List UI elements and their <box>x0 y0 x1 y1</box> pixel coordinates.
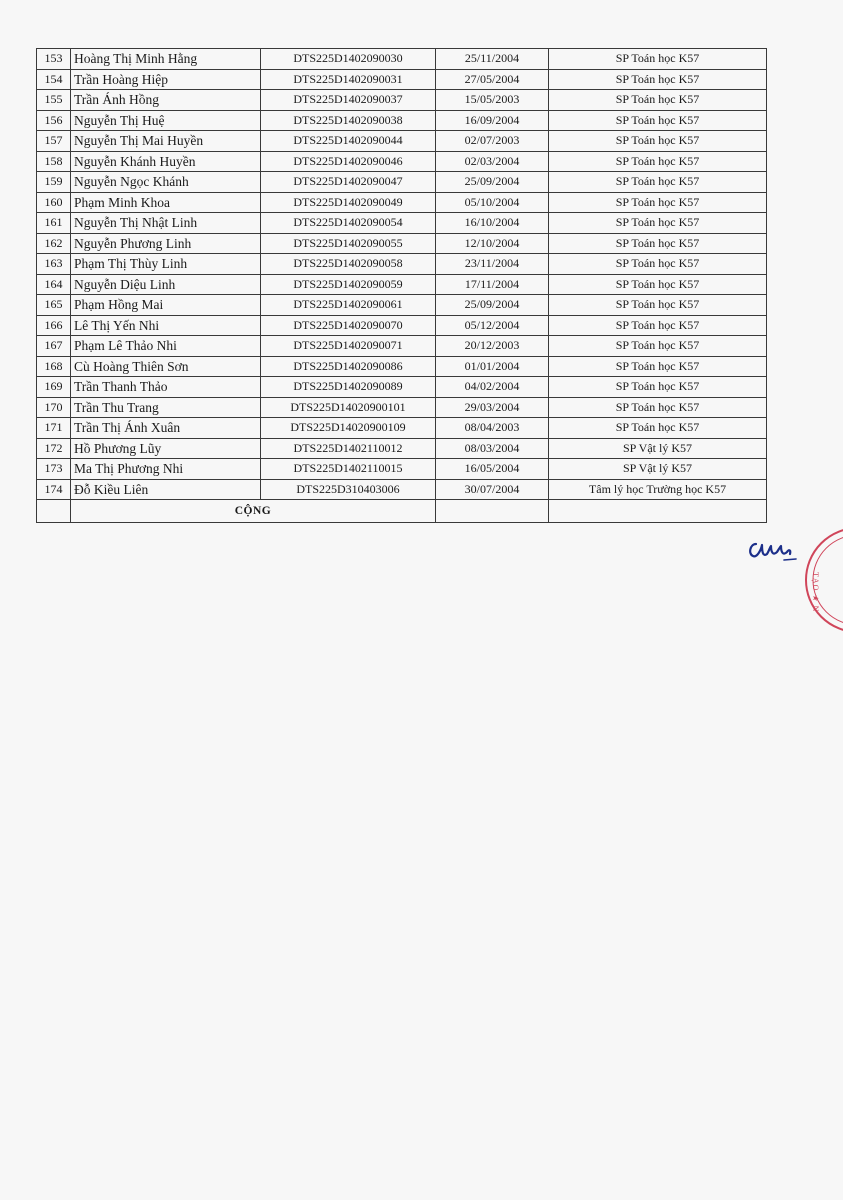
student-name-cell: Nguyễn Thị Mai Huyền <box>71 131 261 152</box>
class-cell: SP Toán học K57 <box>549 233 767 254</box>
student-name-cell: Nguyễn Khánh Huyền <box>71 151 261 172</box>
table-row <box>37 110 767 131</box>
class-cell: SP Toán học K57 <box>549 213 767 234</box>
student-name-cell: Trần Thanh Thảo <box>71 377 261 398</box>
student-name-cell: Nguyễn Phương Linh <box>71 233 261 254</box>
date-of-birth-cell: 08/04/2003 <box>436 418 549 439</box>
stt-cell: 155 <box>37 90 71 111</box>
date-of-birth-cell: 08/03/2004 <box>436 438 549 459</box>
date-of-birth-cell: 02/07/2003 <box>436 131 549 152</box>
class-cell: SP Toán học K57 <box>549 192 767 213</box>
stt-cell: 154 <box>37 69 71 90</box>
student-code-cell: DTS225D1402090030 <box>261 49 436 70</box>
class-cell: SP Toán học K57 <box>549 110 767 131</box>
student-name-cell: Trần Thu Trang <box>71 397 261 418</box>
student-name-cell: Đỗ Kiều Liên <box>71 479 261 500</box>
student-name-cell: Trần Hoàng Hiệp <box>71 69 261 90</box>
student-name-cell: Trần Thị Ánh Xuân <box>71 418 261 439</box>
student-code-cell: DTS225D1402090086 <box>261 356 436 377</box>
class-cell: SP Vật lý K57 <box>549 459 767 480</box>
date-of-birth-cell: 04/02/2004 <box>436 377 549 398</box>
table-row <box>37 315 767 336</box>
stt-cell: 164 <box>37 274 71 295</box>
student-code-cell: DTS225D1402090070 <box>261 315 436 336</box>
table-row <box>37 49 767 70</box>
student-code-cell: DTS225D1402090071 <box>261 336 436 357</box>
date-of-birth-cell: 01/01/2004 <box>436 356 549 377</box>
student-name-cell: Lê Thị Yến Nhi <box>71 315 261 336</box>
stt-cell: 159 <box>37 172 71 193</box>
class-cell: Tâm lý học Trường học K57 <box>549 479 767 500</box>
date-of-birth-cell: 15/05/2003 <box>436 90 549 111</box>
date-of-birth-cell: 30/07/2004 <box>436 479 549 500</box>
official-stamp <box>796 520 843 640</box>
date-of-birth-cell: 27/05/2004 <box>436 69 549 90</box>
table-row <box>37 274 767 295</box>
student-list-table <box>36 48 767 523</box>
student-name-cell: Hoàng Thị Minh Hằng <box>71 49 261 70</box>
total-label: CỘNG <box>71 500 436 523</box>
student-code-cell: DTS225D1402090038 <box>261 110 436 131</box>
stt-cell: 170 <box>37 397 71 418</box>
class-cell: SP Toán học K57 <box>549 377 767 398</box>
table-row <box>37 90 767 111</box>
stt-cell: 158 <box>37 151 71 172</box>
table-body <box>37 49 767 500</box>
total-stt-cell <box>37 500 71 523</box>
student-code-cell: DTS225D1402090046 <box>261 151 436 172</box>
table-row <box>37 295 767 316</box>
stt-cell: 160 <box>37 192 71 213</box>
class-cell: SP Toán học K57 <box>549 274 767 295</box>
date-of-birth-cell: 17/11/2004 <box>436 274 549 295</box>
student-code-cell: DTS225D1402090037 <box>261 90 436 111</box>
total-class-cell <box>549 500 767 523</box>
student-name-cell: Trần Ánh Hồng <box>71 90 261 111</box>
stt-cell: 153 <box>37 49 71 70</box>
stt-cell: 167 <box>37 336 71 357</box>
stt-cell: 156 <box>37 110 71 131</box>
table-row <box>37 336 767 357</box>
stt-cell: 161 <box>37 213 71 234</box>
class-cell: SP Toán học K57 <box>549 131 767 152</box>
table-row <box>37 192 767 213</box>
date-of-birth-cell: 23/11/2004 <box>436 254 549 275</box>
handwritten-signature <box>744 530 804 570</box>
date-of-birth-cell: 16/09/2004 <box>436 110 549 131</box>
student-code-cell: DTS225D1402090054 <box>261 213 436 234</box>
table-row <box>37 397 767 418</box>
student-code-cell: DTS225D1402090031 <box>261 69 436 90</box>
stt-cell: 172 <box>37 438 71 459</box>
student-name-cell: Phạm Minh Khoa <box>71 192 261 213</box>
student-code-cell: DTS225D310403006 <box>261 479 436 500</box>
table-row <box>37 131 767 152</box>
stt-cell: 157 <box>37 131 71 152</box>
class-cell: SP Toán học K57 <box>549 254 767 275</box>
table-row <box>37 356 767 377</box>
student-code-cell: DTS225D1402110012 <box>261 438 436 459</box>
date-of-birth-cell: 25/11/2004 <box>436 49 549 70</box>
student-name-cell: Hồ Phương Lũy <box>71 438 261 459</box>
stt-cell: 168 <box>37 356 71 377</box>
date-of-birth-cell: 12/10/2004 <box>436 233 549 254</box>
student-name-cell: Ma Thị Phương Nhi <box>71 459 261 480</box>
stt-cell: 174 <box>37 479 71 500</box>
date-of-birth-cell: 05/12/2004 <box>436 315 549 336</box>
date-of-birth-cell: 02/03/2004 <box>436 151 549 172</box>
table-row <box>37 233 767 254</box>
stt-cell: 165 <box>37 295 71 316</box>
class-cell: SP Toán học K57 <box>549 336 767 357</box>
student-name-cell: Nguyễn Thị Huệ <box>71 110 261 131</box>
table-row <box>37 479 767 500</box>
table-row <box>37 438 767 459</box>
table-row <box>37 377 767 398</box>
date-of-birth-cell: 29/03/2004 <box>436 397 549 418</box>
class-cell: SP Toán học K57 <box>549 418 767 439</box>
table-row <box>37 254 767 275</box>
table-row <box>37 172 767 193</box>
student-code-cell: DTS225D14020900109 <box>261 418 436 439</box>
student-code-cell: DTS225D1402110015 <box>261 459 436 480</box>
stt-cell: 166 <box>37 315 71 336</box>
student-code-cell: DTS225D1402090047 <box>261 172 436 193</box>
date-of-birth-cell: 16/05/2004 <box>436 459 549 480</box>
student-name-cell: Phạm Hồng Mai <box>71 295 261 316</box>
class-cell: SP Toán học K57 <box>549 356 767 377</box>
date-of-birth-cell: 05/10/2004 <box>436 192 549 213</box>
student-name-cell: Nguyễn Ngọc Khánh <box>71 172 261 193</box>
class-cell: SP Toán học K57 <box>549 397 767 418</box>
student-code-cell: DTS225D14020900101 <box>261 397 436 418</box>
class-cell: SP Toán học K57 <box>549 172 767 193</box>
stt-cell: 169 <box>37 377 71 398</box>
class-cell: SP Toán học K57 <box>549 295 767 316</box>
class-cell: SP Vật lý K57 <box>549 438 767 459</box>
class-cell: SP Toán học K57 <box>549 315 767 336</box>
date-of-birth-cell: 25/09/2004 <box>436 295 549 316</box>
student-code-cell: DTS225D1402090055 <box>261 233 436 254</box>
student-code-cell: DTS225D1402090049 <box>261 192 436 213</box>
stt-cell: 162 <box>37 233 71 254</box>
student-name-cell: Nguyễn Diệu Linh <box>71 274 261 295</box>
student-code-cell: DTS225D1402090061 <box>261 295 436 316</box>
table-row <box>37 418 767 439</box>
class-cell: SP Toán học K57 <box>549 151 767 172</box>
student-code-cell: DTS225D1402090058 <box>261 254 436 275</box>
date-of-birth-cell: 16/10/2004 <box>436 213 549 234</box>
student-name-cell: Cù Hoàng Thiên Sơn <box>71 356 261 377</box>
student-name-cell: Nguyễn Thị Nhật Linh <box>71 213 261 234</box>
class-cell: SP Toán học K57 <box>549 90 767 111</box>
stt-cell: 171 <box>37 418 71 439</box>
student-code-cell: DTS225D1402090044 <box>261 131 436 152</box>
table-row <box>37 69 767 90</box>
date-of-birth-cell: 25/09/2004 <box>436 172 549 193</box>
class-cell: SP Toán học K57 <box>549 69 767 90</box>
table-row <box>37 459 767 480</box>
student-name-cell: Phạm Lê Thảo Nhi <box>71 336 261 357</box>
total-dob-cell <box>436 500 549 523</box>
stt-cell: 173 <box>37 459 71 480</box>
stt-cell: 163 <box>37 254 71 275</box>
student-name-cell: Phạm Thị Thùy Linh <box>71 254 261 275</box>
class-cell: SP Toán học K57 <box>549 49 767 70</box>
stamp-text: TẠO ★ N <box>811 572 820 613</box>
total-row <box>37 500 767 523</box>
table-row <box>37 213 767 234</box>
date-of-birth-cell: 20/12/2003 <box>436 336 549 357</box>
student-code-cell: DTS225D1402090089 <box>261 377 436 398</box>
table-row <box>37 151 767 172</box>
student-code-cell: DTS225D1402090059 <box>261 274 436 295</box>
